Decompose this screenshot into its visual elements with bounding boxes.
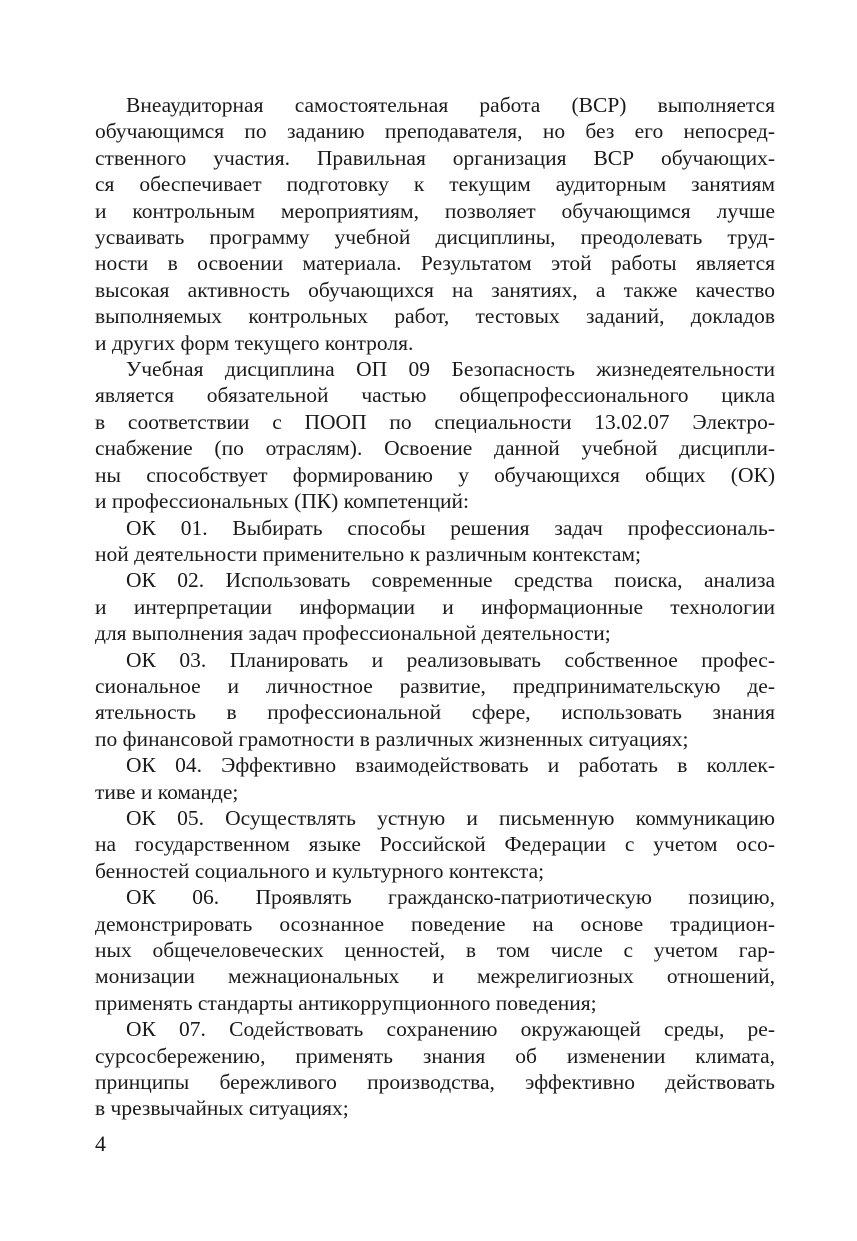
text-line: демонстрировать осознанное поведение на основе традицион- [95,911,775,936]
text-line: сиональное и личностное развитие, предпринимательскую де- [95,673,775,698]
text-line: Внеаудиторная самостоятельная работа (ВСР) выполняется [126,93,775,117]
text-line: ОК 07. Содействовать сохранению окружающей среды, ре- [126,1017,775,1042]
text-line: и контрольным мероприятиям, позволяет обучающимся лучше [95,198,775,223]
text-line: для выполнения задач профессиональной деятельности; [95,621,611,646]
page-body [95,92,775,1122]
text-line: и профессиональных (ПК) компетенций: [95,489,469,514]
text-line: ОК 03. Планировать и реализовывать собственное профес- [126,647,775,672]
text-line: ны способствует формированию у обучающихся общих (ОК) [95,462,775,487]
text-line: ОК 01. Выбирать способы решения задач профессиональ- [126,515,775,540]
text-line: принципы бережливого производства, эффективно действовать [95,1070,775,1095]
text-line: в чрезвычайных ситуациях; [95,1096,349,1121]
text-line: ОК 02. Использовать современные средства поиска, анализа [126,568,775,593]
paragraph-vsr-intro [95,92,775,356]
text-line: применять стандарты антикоррупционного поведения; [95,990,597,1015]
competency-ok-01 [95,515,775,568]
page-number: 4 [95,1131,106,1156]
competency-ok-04 [95,752,775,805]
text-line: усваивать программу учебной дисциплины, преодолевать труд- [95,225,775,250]
text-line: и интерпретации информации и информационные технологии [95,594,775,619]
text-line: монизации межнациональных и межрелигиозных отношений, [95,964,775,989]
text-line: бенностей социального и культурного контекста; [95,858,545,883]
text-line: ОК 05. Осуществлять устную и письменную коммуникацию [126,805,775,830]
competency-ok-03 [95,647,775,753]
text-line: сурсосбережению, применять знания об изменении климата, [95,1043,775,1068]
text-line: является обязательной частью общепрофессионального цикла [95,383,775,408]
text-line: ности в освоении материала. Результатом этой работы является [95,251,775,276]
text-line: снабжение (по отраслям). Освоение данной учебной дисципли- [95,436,775,461]
competency-ok-06 [95,884,775,1016]
text-line: тиве и команде; [95,779,239,804]
competency-ok-07 [95,1016,775,1122]
paragraph-discipline [95,356,775,514]
text-line: ной деятельности применительно к различным контекстам; [95,541,641,566]
text-line: высокая активность обучающихся на занятиях, а также качество [95,277,775,302]
competency-ok-05 [95,805,775,884]
text-line: ОК 04. Эффективно взаимодействовать и работать в коллек- [126,753,775,778]
text-line: на государственном языке Российской Федерации с учетом осо- [95,832,775,857]
text-line: и других форм текущего контроля. [95,330,414,355]
competency-ok-02 [95,567,775,646]
text-line: ных общечеловеческих ценностей, в том числе с учетом гар- [95,938,775,962]
text-line: в соответствии с ПООП по специальности 13.02.07 Электро- [95,409,775,434]
text-line: ся обеспечивает подготовку к текущим аудиторным занятиям [95,172,775,197]
text-line: ятельность в профессиональной сфере, использовать знания [95,700,775,725]
text-line: выполняемых контрольных работ, тестовых заданий, докладов [95,304,775,329]
text-line: ственного участия. Правильная организация ВСР обучающих- [95,145,775,170]
text-line: ОК 06. Проявлять гражданско-патриотическую позицию, [126,885,775,910]
text-line: обучающимся по заданию преподавателя, но без его непосред- [95,119,775,144]
text-line: по финансовой грамотности в различных жизненных ситуациях; [95,726,689,751]
text-line: Учебная дисциплина ОП 09 Безопасность жизнедеятельности [126,357,775,382]
